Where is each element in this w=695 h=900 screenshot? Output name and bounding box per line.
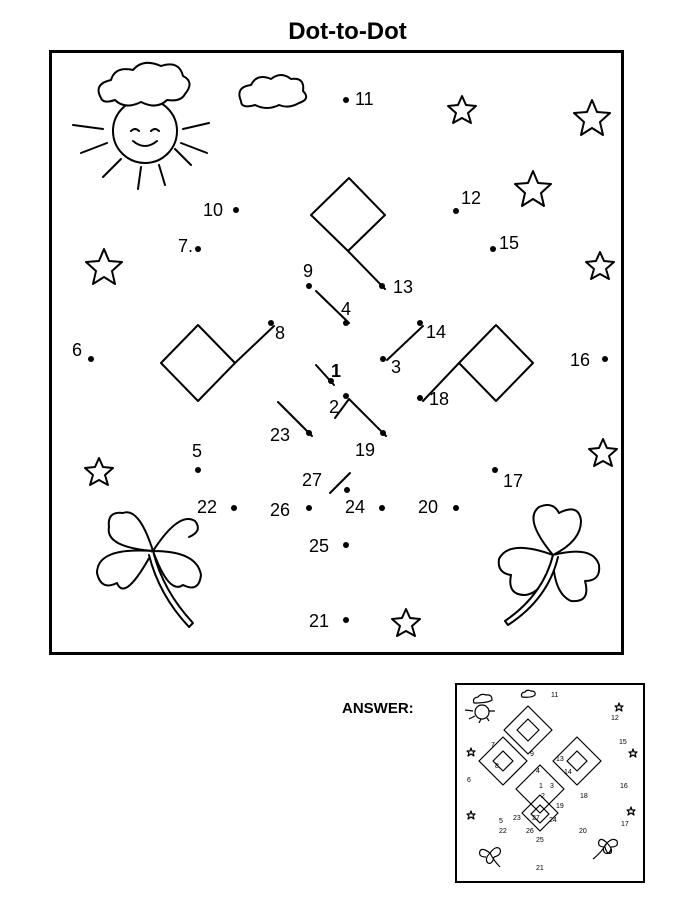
dot-label-9: 9 — [303, 261, 314, 281]
dot-15[interactable] — [490, 246, 496, 252]
answer-number-3: 3 — [550, 783, 554, 790]
dot-label-15: 15 — [499, 233, 520, 253]
dot-18[interactable] — [417, 395, 423, 401]
answer-number-2: 2 — [541, 793, 545, 800]
dot-label-4: 4 — [341, 299, 352, 319]
answer-number-24: 24 — [549, 817, 557, 824]
dot-label-22: 22 — [197, 497, 218, 517]
clover-left-icon — [97, 512, 201, 627]
dot-14[interactable] — [417, 320, 423, 326]
dot-7[interactable] — [195, 246, 201, 252]
dot-label-17: 17 — [503, 471, 524, 491]
dot-label-26: 26 — [270, 500, 291, 520]
dot-19[interactable] — [380, 430, 386, 436]
dot-label-24: 24 — [345, 497, 366, 517]
dot-23[interactable] — [306, 430, 312, 436]
dot-label-10: 10 — [203, 200, 224, 220]
answer-number-18: 18 — [580, 793, 588, 800]
answer-number-4: 4 — [536, 768, 540, 775]
answer-number-26: 26 — [526, 828, 534, 835]
dot-label-25: 25 — [309, 536, 330, 556]
dot-label-18: 18 — [429, 389, 450, 409]
answer-number-15: 15 — [619, 739, 627, 746]
answer-number-11: 11 — [551, 692, 559, 699]
dot-label-13: 13 — [393, 277, 414, 297]
dot-label-23: 23 — [270, 425, 291, 445]
dot-13[interactable] — [379, 283, 385, 289]
answer-number-23: 23 — [513, 815, 521, 822]
dot-10[interactable] — [233, 207, 239, 213]
dot-22[interactable] — [231, 505, 237, 511]
answer-label: ANSWER: — [342, 700, 414, 717]
dot-5[interactable] — [195, 467, 201, 473]
dot-label-14: 14 — [426, 322, 447, 342]
dot-25[interactable] — [343, 542, 349, 548]
dot-3[interactable] — [380, 356, 386, 362]
dot-label-12: 12 — [461, 188, 482, 208]
sun-icon — [73, 63, 209, 189]
dot-24[interactable] — [379, 505, 385, 511]
answer-number-8: 8 — [495, 763, 499, 770]
answer-number-19: 19 — [556, 803, 564, 810]
dot-27[interactable] — [344, 487, 350, 493]
dot-6[interactable] — [88, 356, 94, 362]
clover-right-icon — [499, 505, 599, 625]
dot-label-16: 16 — [570, 350, 591, 370]
pre-drawn-segments — [161, 178, 533, 493]
puzzle-frame — [49, 50, 624, 655]
answer-number-22: 22 — [499, 828, 507, 835]
answer-number-25: 25 — [536, 837, 544, 844]
answer-number-6: 6 — [467, 777, 471, 784]
dot-label-19: 19 — [355, 440, 376, 460]
answer-number-5: 5 — [499, 818, 503, 825]
answer-number-13: 13 — [556, 756, 564, 763]
dot-label-27: 27 — [302, 470, 323, 490]
dot-label-21: 21 — [309, 611, 330, 631]
dot-8[interactable] — [268, 320, 274, 326]
dot-label-5: 5 — [192, 441, 203, 461]
answer-number-20: 20 — [579, 828, 587, 835]
answer-number-16: 16 — [620, 783, 628, 790]
answer-number-17: 17 — [621, 821, 629, 828]
dot-label-8: 8 — [275, 323, 286, 343]
answer-thumbnail — [455, 683, 645, 883]
dot-12[interactable] — [453, 208, 459, 214]
dot-label-6: 6 — [72, 340, 83, 360]
dot-label-2: 2 — [329, 397, 340, 417]
answer-number-1: 1 — [539, 783, 543, 790]
dot-label-11: 11 — [355, 89, 374, 109]
answer-number-12: 12 — [611, 715, 619, 722]
dot-9[interactable] — [306, 283, 312, 289]
dot-21[interactable] — [343, 617, 349, 623]
dot-2[interactable] — [343, 393, 349, 399]
dot-11[interactable] — [343, 97, 349, 103]
puzzle-artwork — [52, 53, 627, 658]
dot-16[interactable] — [602, 356, 608, 362]
dot-17[interactable] — [492, 467, 498, 473]
answer-number-14: 14 — [564, 769, 572, 776]
page-title: Dot-to-Dot — [288, 18, 407, 45]
answer-number-9: 9 — [530, 751, 534, 758]
dot-label-3: 3 — [391, 357, 402, 377]
dot-label-7: 7. — [178, 236, 194, 256]
answer-number-21: 21 — [536, 865, 544, 872]
cloud-icon — [239, 75, 306, 108]
answer-number-7: 7 — [491, 742, 495, 749]
dot-20[interactable] — [453, 505, 459, 511]
answer-number-27: 27 — [532, 815, 540, 822]
dot-label-1: 1 — [331, 361, 342, 381]
dot-26[interactable] — [306, 505, 312, 511]
dot-label-20: 20 — [418, 497, 439, 517]
dot-4[interactable] — [343, 320, 349, 326]
